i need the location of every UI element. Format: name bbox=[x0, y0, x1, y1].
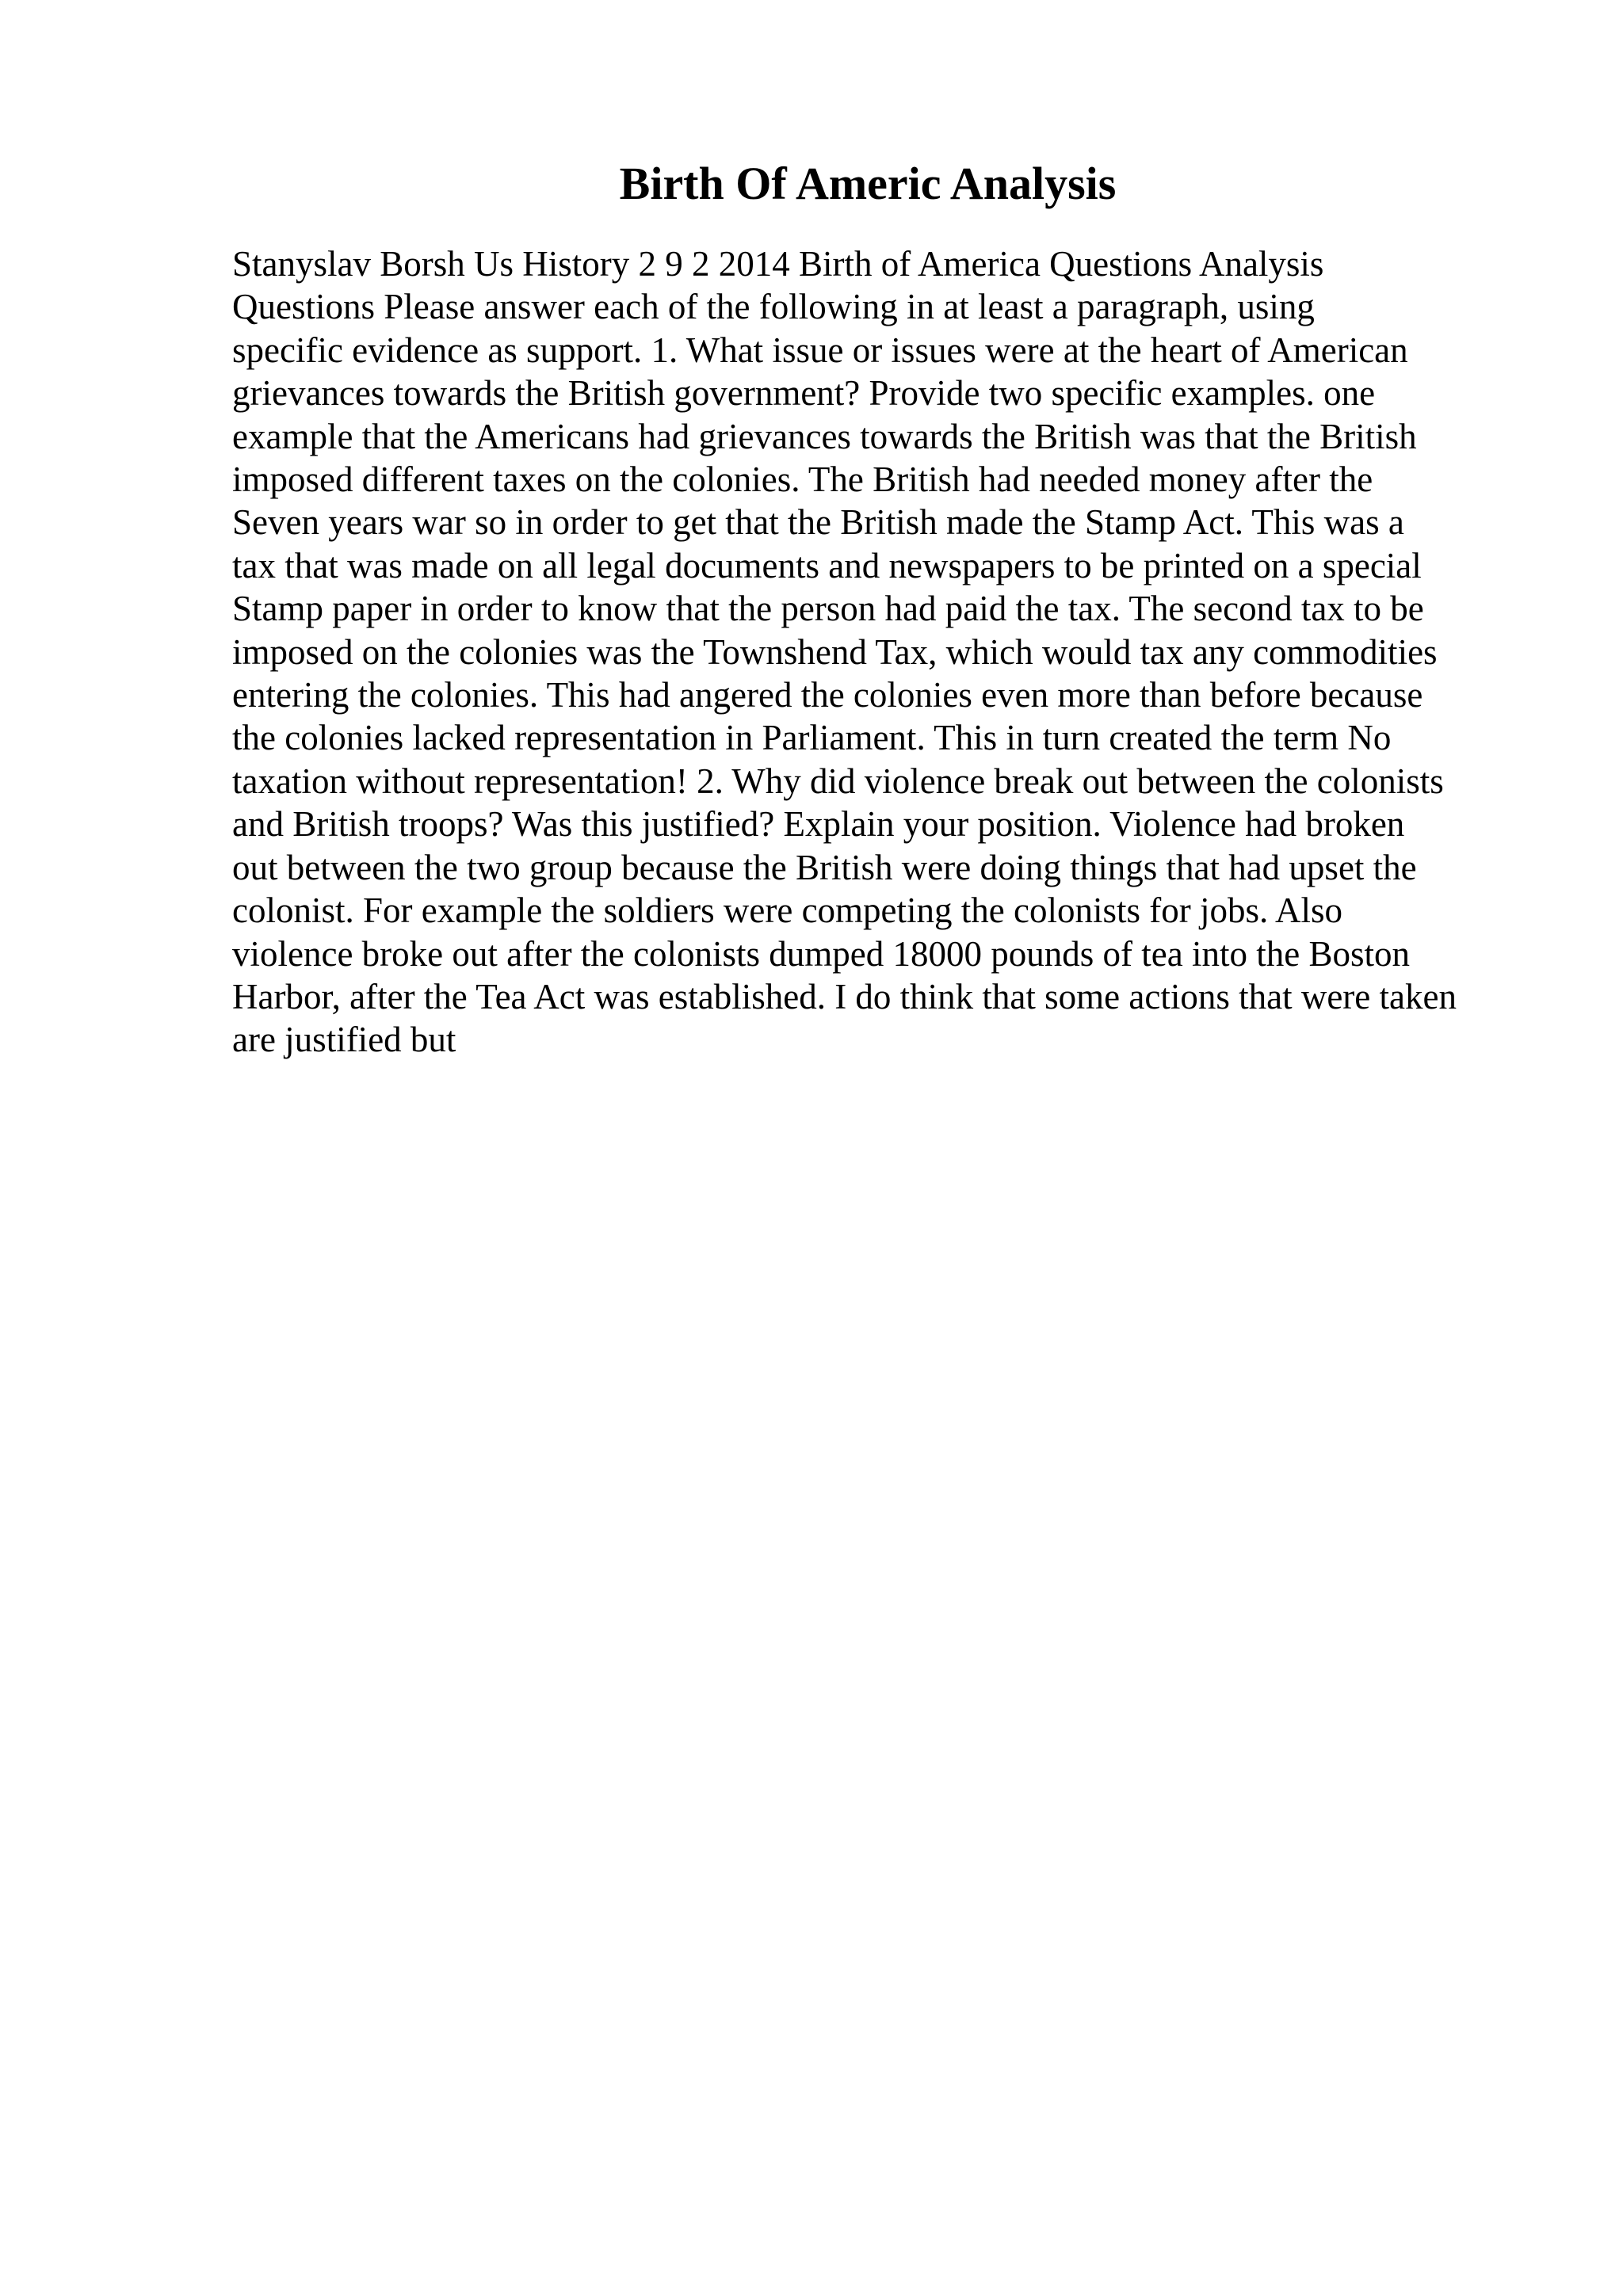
body-line: specific evidence as support. 1. What issue or issues were at the heart of American bbox=[232, 330, 1408, 370]
document-title: Birth Of Americ Analysis bbox=[619, 158, 1117, 209]
body-line: violence broke out after the colonists dumped 18000 pounds of tea into the Boston bbox=[232, 933, 1410, 974]
body-line: imposed on the colonies was the Townshend Tax, which would tax any commodities bbox=[232, 631, 1438, 672]
body-line: grievances towards the British government? Provide two specific examples. one bbox=[232, 373, 1376, 414]
body-line: example that the Americans had grievances towards the British was that the British bbox=[232, 416, 1417, 456]
body-line: the colonies lacked representation in Parliament. This in turn created the term No bbox=[232, 718, 1392, 758]
document-body bbox=[232, 242, 1532, 1062]
body-line: Questions Please answer each of the following in at least a paragraph, using bbox=[232, 287, 1315, 327]
body-line: Stamp paper in order to know that the person had paid the tax. The second tax to be bbox=[232, 589, 1424, 629]
body-line: and British troops? Was this justified? Explain your position. Violence had broken bbox=[232, 804, 1405, 845]
body-line: Harbor, after the Tea Act was established. I do think that some actions that were taken bbox=[232, 976, 1457, 1016]
body-line: tax that was made on all legal documents and newspapers to be printed on a special bbox=[232, 545, 1422, 585]
body-line: out between the two group because the British were doing things that had upset the bbox=[232, 847, 1417, 887]
body-line: imposed different taxes on the colonies. The British had needed money after the bbox=[232, 460, 1373, 500]
body-line: taxation without representation! 2. Why did violence break out between the colonists bbox=[232, 761, 1444, 801]
body-line: Stanyslav Borsh Us History 2 9 2 2014 Birth of America Questions Analysis bbox=[232, 244, 1324, 284]
body-line: colonist. For example the soldiers were competing the colonists for jobs. Also bbox=[232, 891, 1343, 931]
body-line: Seven years war so in order to get that the British made the Stamp Act. This was a bbox=[232, 502, 1404, 543]
body-line: are justified but bbox=[232, 1020, 456, 1060]
body-line: entering the colonies. This had angered the colonies even more than before because bbox=[232, 675, 1423, 715]
